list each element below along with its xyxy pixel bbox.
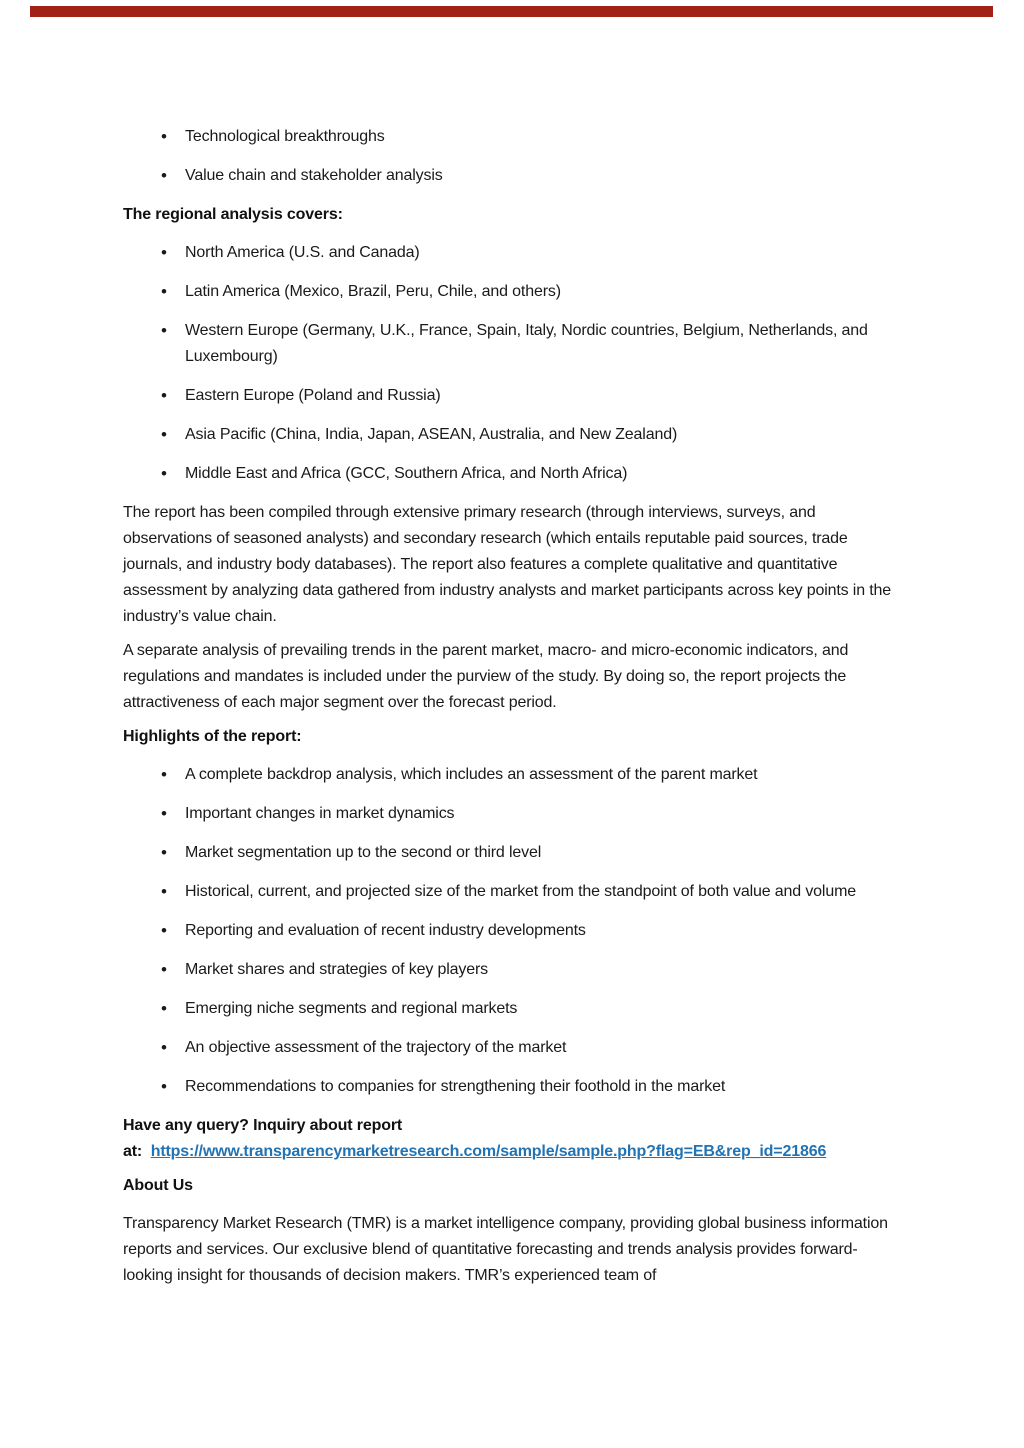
sample-request-link[interactable]: https://www.transparencymarketresearch.com/sample/sample.php?flag=EB&rep_id=21866 (150, 1143, 827, 1160)
paragraph-about-us: Transparency Market Research (TMR) is a market intelligence company, providing global business information reports and services. Our exclusive blend of quantitative forecasting and trends analysis provides forward-looking insight for thousands of decision makers. TMR’s experienced team of (123, 1215, 888, 1284)
list-item: • A complete backdrop analysis, which includes an assessment of the parent market (123, 762, 905, 788)
spacer (142, 1143, 151, 1160)
list-item: • Emerging niche segments and regional markets (123, 996, 905, 1022)
list-item: • Market segmentation up to the second or third level (123, 840, 905, 866)
document-content (123, 124, 905, 1297)
query-block (123, 1113, 905, 1165)
page-top-red-rule (30, 6, 993, 17)
about-us-heading: About Us (123, 1177, 193, 1194)
list-item: • Asia Pacific (China, India, Japan, ASEAN, Australia, and New Zealand) (123, 422, 905, 448)
list-item: • Value chain and stakeholder analysis (123, 163, 905, 189)
intro-bullet-list (123, 124, 905, 189)
list-item: • Middle East and Africa (GCC, Southern Africa, and North Africa) (123, 461, 905, 487)
list-item: • Recommendations to companies for strengthening their foothold in the market (123, 1074, 905, 1100)
query-heading-line1: Have any query? Inquiry about report (123, 1117, 403, 1134)
list-item: • Latin America (Mexico, Brazil, Peru, Chile, and others) (123, 279, 905, 305)
highlights-heading: Highlights of the report: (123, 728, 302, 745)
regional-analysis-heading: The regional analysis covers: (123, 206, 343, 223)
list-item: • Reporting and evaluation of recent industry developments (123, 918, 905, 944)
list-item: • Western Europe (Germany, U.K., France, Spain, Italy, Nordic countries, Belgium, Netherlands, and Luxembourg) (123, 318, 905, 370)
list-item: • North America (U.S. and Canada) (123, 240, 905, 266)
list-item: • Historical, current, and projected size of the market from the standpoint of both value and volume (123, 879, 905, 905)
highlights-bullet-list (123, 762, 905, 1100)
list-item: • Eastern Europe (Poland and Russia) (123, 383, 905, 409)
list-item: • An objective assessment of the trajectory of the market (123, 1035, 905, 1061)
list-item: • Important changes in market dynamics (123, 801, 905, 827)
list-item: • Technological breakthroughs (123, 124, 905, 150)
query-heading-line2 (123, 1139, 905, 1165)
paragraph-report-compiled: The report has been compiled through extensive primary research (through interviews, surveys, and observations of seasoned analysts) and secondary research (which entails reputable paid sources, trade journals, and industry body databases). The report also features a complete qualitative and quantitative assessment by analyzing data gathered from industry analysts and market participants across key points in the industry’s value chain. (123, 504, 892, 625)
query-at-label: at: (123, 1143, 143, 1160)
list-item: • Market shares and strategies of key players (123, 957, 905, 983)
regional-bullet-list (123, 240, 905, 487)
paragraph-separate-analysis: A separate analysis of prevailing trends in the parent market, macro- and micro-economic indicators, and regulations and mandates is included under the purview of the study. By doing so, the report projects the attractiveness of each major segment over the forecast period. (123, 642, 849, 711)
